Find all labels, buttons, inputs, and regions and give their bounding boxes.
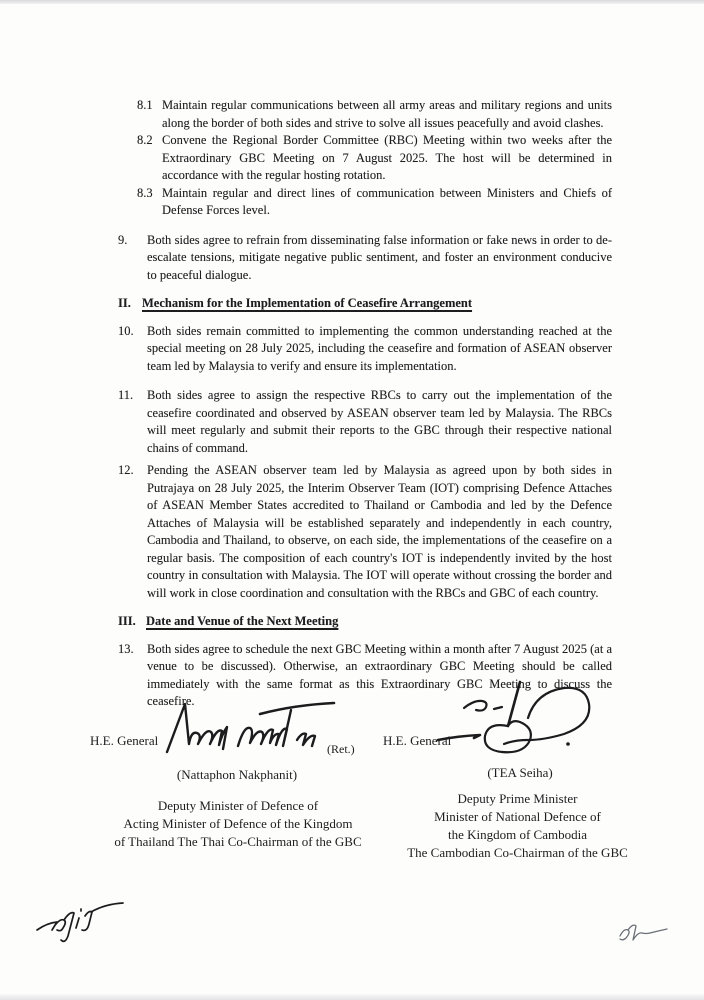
item-number: 10. (118, 323, 134, 338)
item-text: Both sides agree to refrain from disseminating false information or fake news in order to de-escalate tensions, mitigate negative public sentiment, and foster an environment conducive to peaceful dialogue. (147, 232, 612, 282)
nattaphon-signature (164, 696, 340, 760)
item-number: 13. (118, 641, 134, 656)
signatory-suffix-ret: (Ret.) (327, 742, 355, 756)
item-text: Maintain regular and direct lines of communication between Ministers and Chiefs of Defense Forces level. (162, 185, 612, 217)
section-heading-iii (118, 613, 612, 631)
list-item-10 (118, 323, 612, 376)
item-text: Both sides remain committed to implementing the common understanding reached at the special meeting on 28 July 2025, including the ceasefire and formation of ASEAN observer team led by Malaysia to verify and ensure its implementation. (147, 323, 612, 373)
item-text: Maintain regular communications between all army areas and military regions and units along the border of both sides and strive to solve all issues peacefully and avoid clashes. (162, 98, 612, 130)
heading-number: II. (118, 296, 131, 310)
signatory-prefix-left: H.E. General (90, 733, 159, 748)
initials-bottom-right (612, 918, 670, 950)
list-item-12 (118, 462, 612, 602)
title-line: Acting Minister of Defence of the Kingdom (123, 816, 353, 831)
item-text: Both sides agree to assign the respective RBCs to carry out the implementation of the ceasefire coordinated and observed by ASEAN observer team led by Malaysia. The RBCs will meet regularly and submit their reports to the GBC through their respective national chains of command. (147, 388, 612, 455)
document-body (118, 97, 612, 711)
item-text: Convene the Regional Border Committee (RBC) Meeting within two weeks after the Extraordinary GBC Meeting on 7 August 2025. The host will be determined in accordance with the regular hosting rotation. (162, 133, 612, 182)
item-number: 8.1 (137, 98, 153, 112)
heading-text: Date and Venue of the Next Meeting (146, 614, 339, 628)
section-heading-ii (118, 295, 612, 313)
scan-edge-bottom (0, 994, 704, 1000)
heading-text: Mechanism for the Implementation of Ceasefire Arrangement (142, 296, 473, 310)
title-line: The Cambodian Co-Chairman of the GBC (407, 845, 628, 860)
title-line: Deputy Minister of Defence of (157, 798, 319, 813)
list-item-8-2 (137, 132, 612, 185)
signatory-prefix-right: H.E. General (383, 733, 452, 748)
title-line: the Kingdom of Cambodia (447, 827, 587, 842)
list-item-11 (118, 387, 612, 457)
list-item-8-1 (137, 97, 612, 132)
signatory-titles-right (390, 790, 645, 862)
item-text: Both sides agree to schedule the next GBC Meeting within a month after 7 August 2025 (at a venue to be discussed). Otherwise, an extraordinary GBC Meeting should be called immediately with the same format as this Extraordinary GBC Meeting to discuss the ceasefire. (147, 641, 612, 708)
list-item-9 (118, 232, 612, 285)
item-text: Pending the ASEAN observer team led by Malaysia as agreed upon by both sides in Putrajaya on 28 July 2025, the Interim Observer Team (IOT) comprising Defence Attaches of ASEAN Member States accredited to Thailand or Cambodia and led by the Defence Attaches of Malaysia will be established separately and independently in each country, Cambodia and Thailand, to observe, on each side, the implementations of the ceasefire on a regular basis. The composition of each country's IOT is independently invited by the host country in consultation with Malaysia. The IOT will operate without crossing the border and will work in close coordination and consultation with the RBCs and GBC of each country. (147, 463, 612, 600)
title-line: Deputy Prime Minister (457, 791, 578, 806)
title-line: of Thailand The Thai Co-Chairman of the GBC (114, 834, 362, 849)
signatory-titles-left (88, 797, 388, 851)
item-number: 8.3 (137, 185, 153, 200)
title-line: Minister of National Defence of (434, 809, 601, 824)
item-number: 11. (118, 388, 134, 402)
heading-number: III. (118, 614, 136, 628)
signatory-name-left: (Nattaphon Nakphanit) (176, 767, 298, 782)
scan-edge-top (0, 0, 704, 4)
tea-seiha-signature (436, 678, 608, 768)
item-number: 9. (118, 232, 128, 247)
initials-bottom-left (35, 896, 127, 944)
signatory-name-right: (TEA Seiha) (487, 765, 553, 780)
item-number: 12. (118, 463, 134, 477)
item-number: 8.2 (137, 133, 153, 147)
list-item-8-3 (137, 185, 612, 220)
